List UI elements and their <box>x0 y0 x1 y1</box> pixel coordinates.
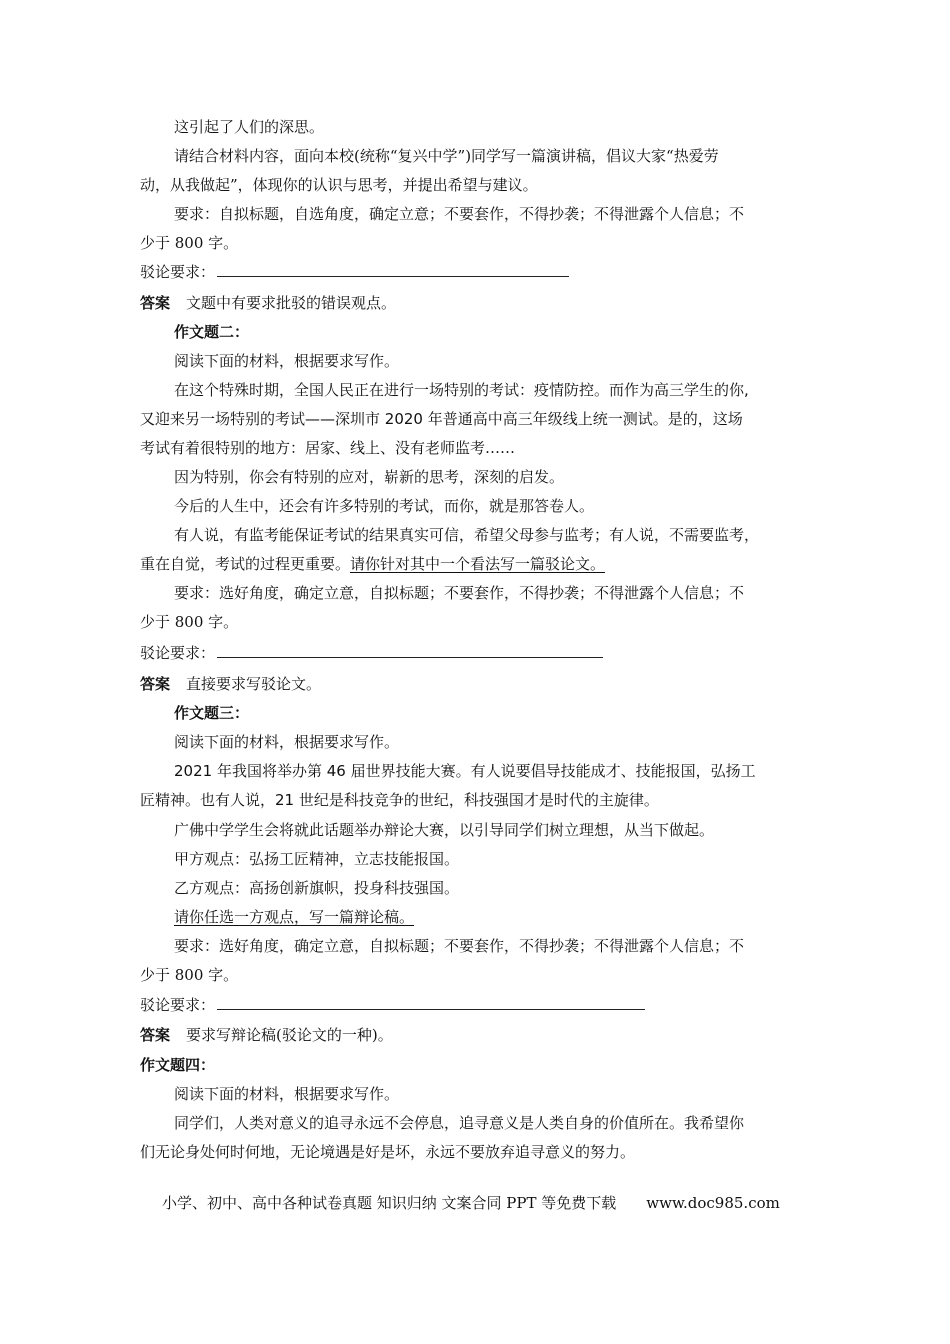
answer-row <box>140 674 820 694</box>
material-text: 同学们，人类对意义的追寻永远不会停息，追寻意义是人类自身的价值所在。我希望你 <box>174 1114 745 1132</box>
refute-requirement-row <box>140 995 820 1015</box>
material-text: 考试有着很特别的地方：居家、线上、没有老师监考…… <box>140 439 516 457</box>
prompt-text <box>140 554 820 574</box>
instruction-text: 阅读下面的材料，根据要求写作。 <box>174 1085 400 1103</box>
prompt-text: 请结合材料内容，面向本校(统称“复兴中学”)同学写一篇演讲稿，倡议大家“热爱劳 <box>174 147 719 165</box>
answer-label: 答案 <box>140 294 171 312</box>
prompt-text: 有人说，有监考能保证考试的结果真实可信，希望父母参与监考；有人说，不需要监考， <box>174 526 760 544</box>
page-footer <box>162 1192 802 1213</box>
answer-blank[interactable] <box>217 262 569 277</box>
refute-label: 驳论要求： <box>140 996 216 1014</box>
material-text: 匠精神。也有人说，21 世纪是科技竞争的世纪，科技强国才是时代的主旋律。 <box>140 791 659 809</box>
prompt-text <box>174 907 820 927</box>
requirement-text: 少于 800 字。 <box>140 966 239 984</box>
question-title: 作文题四： <box>140 1056 216 1074</box>
material-text: 广佛中学学生会将就此话题举办辩论大赛，以引导同学们树立理想，从当下做起。 <box>174 821 715 839</box>
refute-label: 驳论要求： <box>140 263 216 281</box>
material-text: 甲方观点：弘扬工匠精神，立志技能报国。 <box>174 850 460 868</box>
material-text: 因为特别，你会有特别的应对，崭新的思考，深刻的启发。 <box>174 468 565 486</box>
answer-label: 答案 <box>140 675 171 693</box>
answer-text: 文题中有要求批驳的错误观点。 <box>186 294 397 312</box>
requirement-text: 少于 800 字。 <box>140 234 239 252</box>
requirement-text: 要求：自拟标题，自选角度，确定立意；不要套作，不得抄袭；不得泄露个人信息；不 <box>174 205 745 223</box>
material-text: 这引起了人们的深思。 <box>174 118 325 136</box>
question-title: 作文题三： <box>174 704 250 722</box>
answer-label: 答案 <box>140 1026 171 1044</box>
instruction-text: 阅读下面的材料，根据要求写作。 <box>174 733 400 751</box>
prompt-text: 动，从我做起”，体现你的认识与思考，并提出希望与建议。 <box>140 176 538 194</box>
question-title: 作文题二： <box>174 323 250 341</box>
material-text: 今后的人生中，还会有许多特别的考试，而你，就是那答卷人。 <box>174 497 595 515</box>
answer-blank[interactable] <box>217 643 603 658</box>
requirement-text: 要求：选好角度，确定立意，自拟标题；不要套作，不得抄袭；不得泄露个人信息；不 <box>174 584 745 602</box>
answer-text: 直接要求写驳论文。 <box>186 675 322 693</box>
material-text: 们无论身处何时何地，无论境遇是好是坏，永远不要放弃追寻意义的努力。 <box>140 1143 636 1161</box>
material-text: 2021 年我国将举办第 46 届世界技能大赛。有人说要倡导技能成才、技能报国，弘扬工 <box>174 762 756 780</box>
requirement-text: 要求：选好角度，确定立意，自拟标题；不要套作，不得抄袭；不得泄露个人信息；不 <box>174 937 745 955</box>
footer-text: 小学、初中、高中各种试卷真题 知识归纳 文案合同 PPT 等免费下载 <box>162 1194 617 1212</box>
answer-blank[interactable] <box>217 995 645 1010</box>
material-text: 又迎来另一场特别的考试——深圳市 2020 年普通高中高三年级线上统一测试。是的，这场 <box>140 410 743 428</box>
instruction-text: 阅读下面的材料，根据要求写作。 <box>174 352 400 370</box>
prompt-plain: 重在自觉，考试的过程更重要。 <box>140 555 351 573</box>
material-text: 乙方观点：高扬创新旗帜，投身科技强国。 <box>174 879 460 897</box>
material-text: 在这个特殊时期，全国人民正在进行一场特别的考试：疫情防控。而作为高三学生的你, <box>174 381 749 399</box>
refute-requirement-row <box>140 643 820 663</box>
footer-site-link[interactable]: www.doc985.com <box>646 1194 780 1212</box>
answer-row <box>140 1025 820 1045</box>
refute-requirement-row <box>140 262 820 282</box>
requirement-text: 少于 800 字。 <box>140 613 239 631</box>
refute-label: 驳论要求： <box>140 644 216 662</box>
answer-text: 要求写辩论稿(驳论文的一种)。 <box>186 1026 393 1044</box>
prompt-underlined: 请你任选一方观点，写一篇辩论稿。 <box>174 908 415 926</box>
answer-row <box>140 293 820 313</box>
prompt-underlined: 请你针对其中一个看法写一篇驳论文。 <box>350 555 606 573</box>
